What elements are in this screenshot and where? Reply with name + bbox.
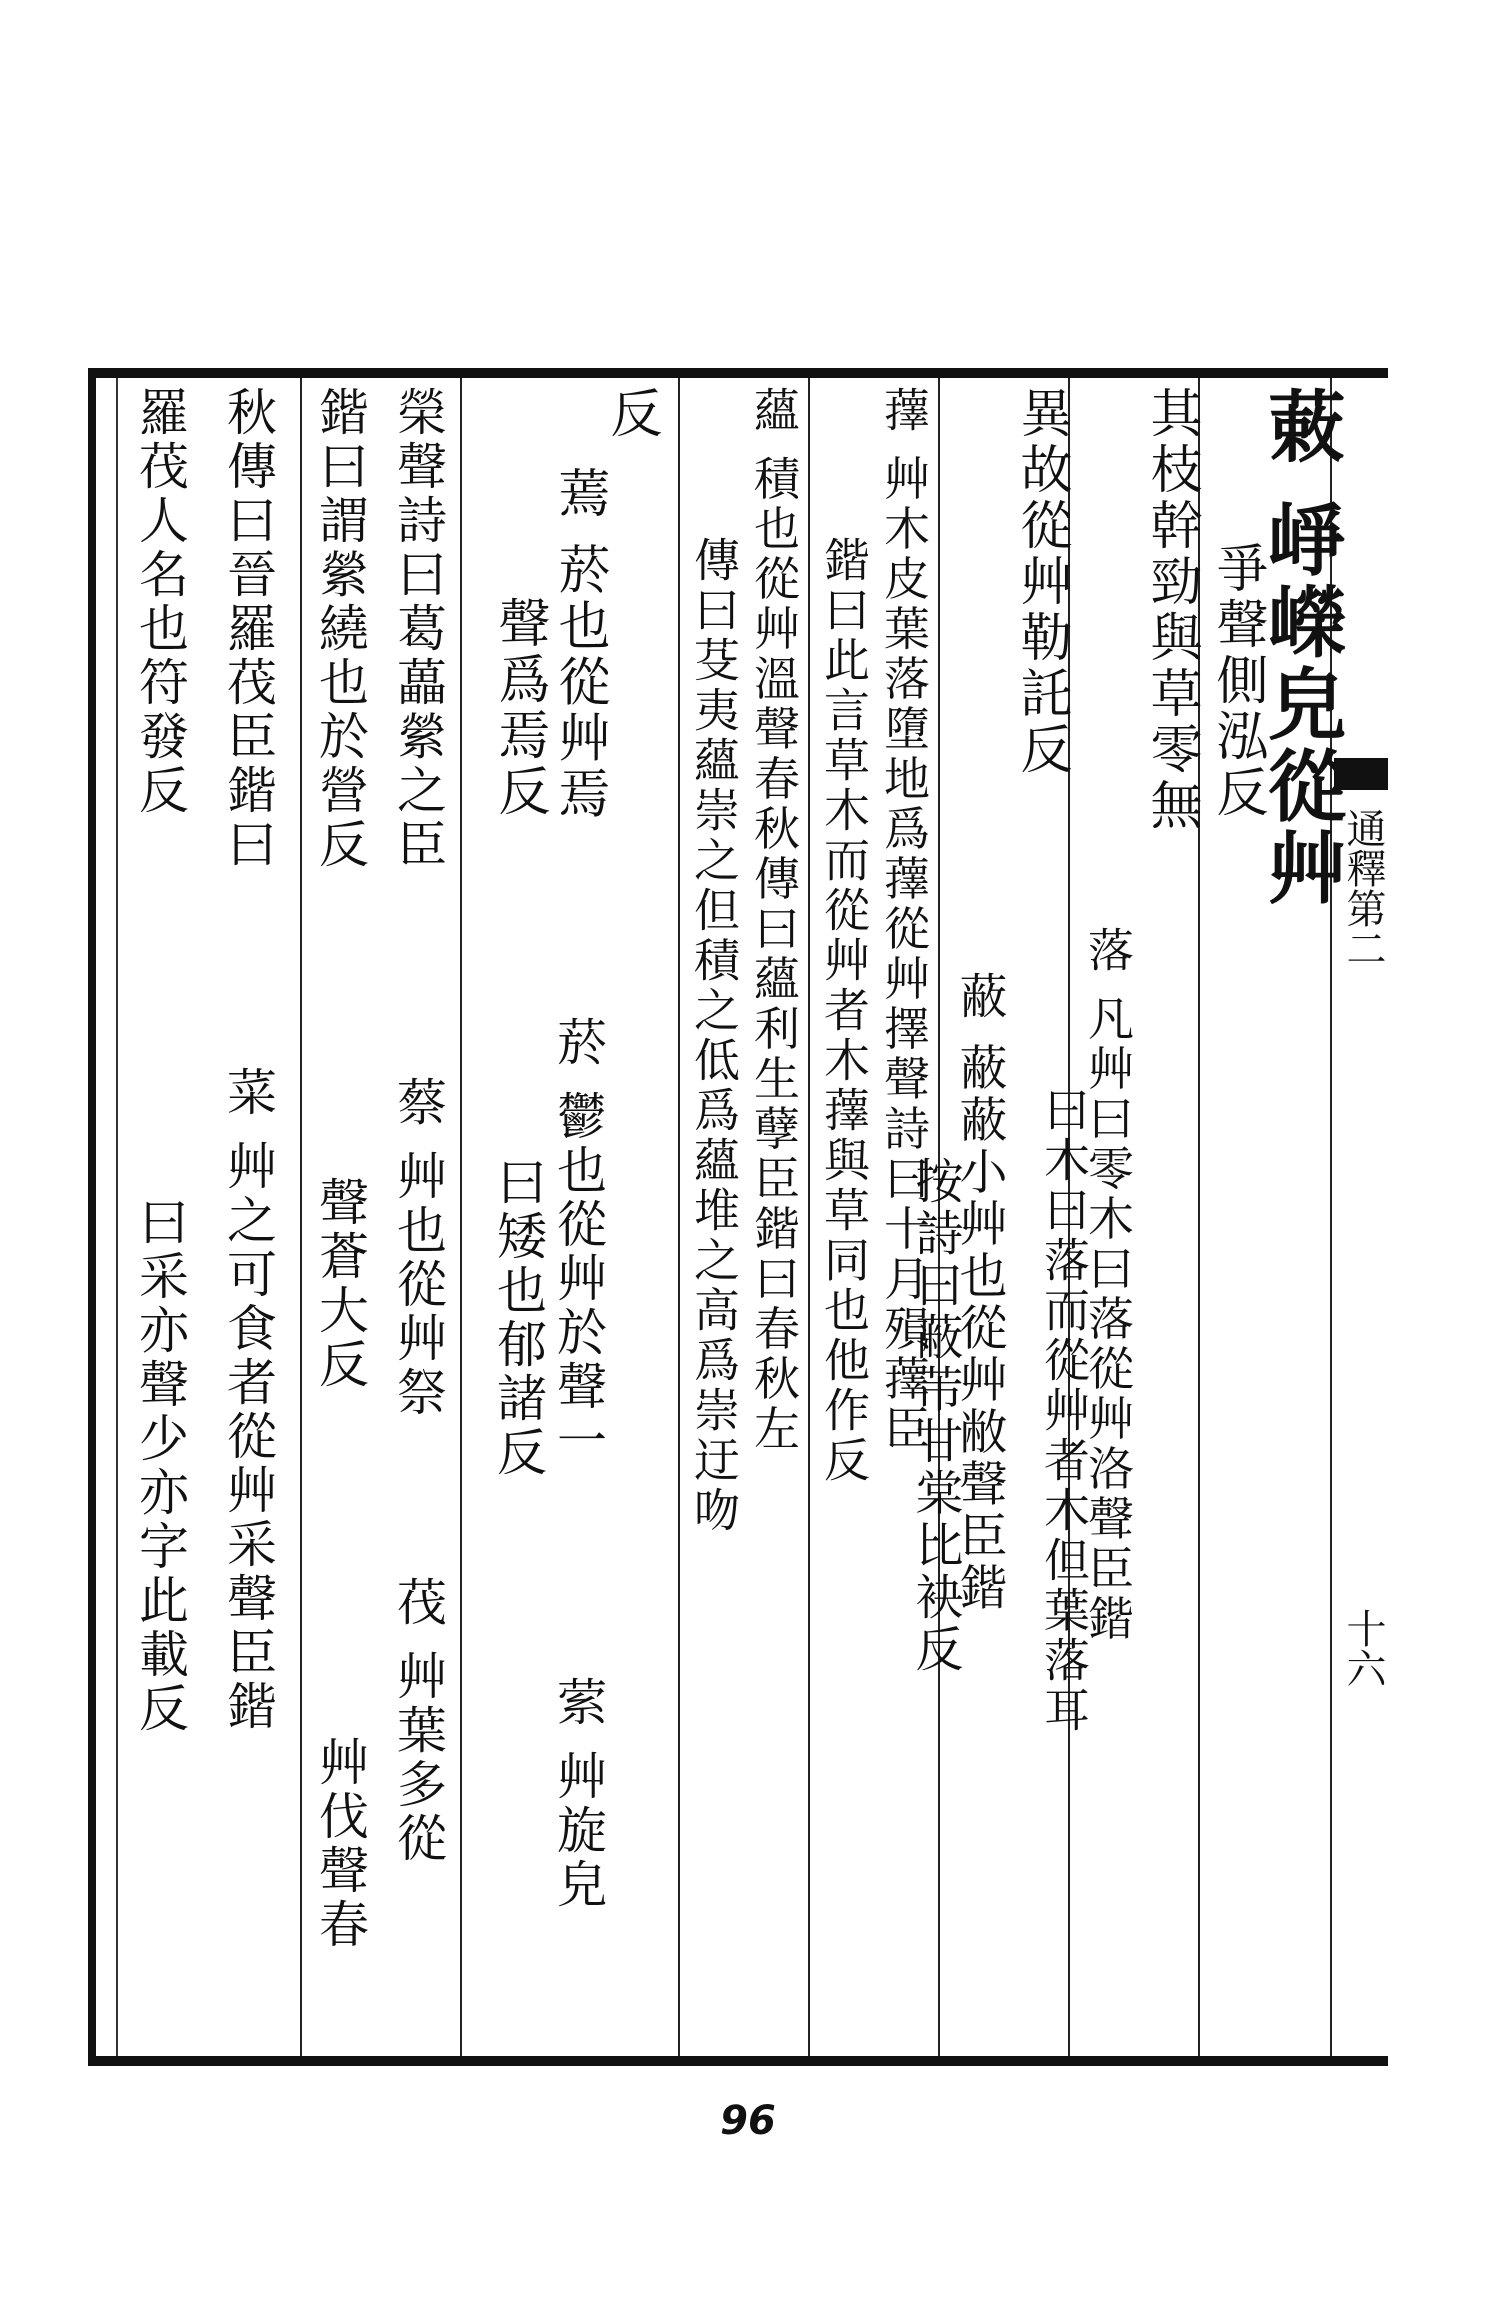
text-column: [122, 386, 208, 2046]
entry-line: 落 凡艸曰零木曰落從艸洛聲臣鍇: [1081, 926, 1135, 1645]
page-number: 96: [720, 2098, 776, 2144]
column-rule: [300, 378, 302, 2056]
banxin-title: 通釋第二: [1340, 808, 1386, 968]
annotation-line: 榮聲詩曰葛藟縈之臣: [389, 386, 447, 872]
annotation-line: 曰矮也郁諸反: [489, 1156, 547, 1480]
entry-line: 䔩 崢嶸皃從艸: [1255, 386, 1346, 910]
annotation-line: 曰采亦聲少亦字此載反: [131, 1196, 189, 1736]
entry-line: 菜 艸之可食者從艸采聲臣鍇: [219, 1066, 277, 1734]
text-column: [907, 386, 1078, 2046]
annotation-line: 鍇曰此言草木而從艸者木蘀與草同也他作反: [817, 536, 871, 1486]
text-column: [818, 386, 948, 2046]
entry-line: 蔽 蔽蔽小艸也從艸敝聲臣鍇: [951, 971, 1007, 1615]
annotation-line: 曰木曰落而從艸者木但葉落耳: [1037, 1086, 1091, 1736]
entry-line: 茷 艸葉多從: [389, 1576, 447, 1866]
annotation-line: 秋傳曰晉羅茷臣鍇曰: [219, 386, 277, 872]
entry-line: 蘊 積也從艸溫聲春秋傳曰蘊利生孽臣鍇曰春秋左: [747, 386, 801, 1455]
entry-line: 蘀 艸木皮葉落墮地爲蘀從艸擇聲詩曰十月殞蘀臣: [877, 386, 931, 1455]
text-column: [470, 386, 670, 2046]
text-column: [1207, 386, 1346, 2046]
annotation-line: 反: [601, 386, 661, 442]
frame-left-border: [88, 368, 96, 2066]
annotation-line: 傳曰芟夷蘊崇之但積之低爲蘊堆之高爲崇迂吻: [687, 536, 741, 1536]
text-column: [208, 386, 298, 2046]
annotation-line: 按詩曰蔽芾甘棠比袂反: [907, 1156, 963, 1676]
entry-line: 萦 艸旋皃: [549, 1676, 607, 1912]
annotation-line: 艸伐聲春: [311, 1736, 369, 1952]
annotation-line: 鍇曰謂縈繞也於營反: [311, 386, 369, 872]
frame-inner-border: [116, 378, 118, 2056]
annotation-line: 聲爲焉反: [489, 596, 549, 820]
annotation-line: 羅茷人名也符發反: [131, 386, 189, 818]
entry-line: 蔫 菸也從艸焉: [549, 466, 609, 823]
annotation-line: 其枝幹勁與草零無: [1141, 386, 1201, 834]
text-column: [306, 386, 380, 2046]
annotation-line: 聲蒼大反: [311, 1176, 369, 1392]
frame-bottom-border: [88, 2056, 1388, 2066]
entry-line: 蔡 艸也從艸祭: [389, 1076, 447, 1420]
annotation-line: 爭聲側泓反: [1207, 541, 1267, 821]
text-column: [380, 386, 460, 2046]
column-rule: [460, 378, 462, 2056]
banxin-folio: 十六: [1340, 1608, 1386, 1688]
annotation-line: 異故從艸勒託反: [1011, 386, 1071, 778]
text-column: [688, 386, 818, 2046]
entry-line: 菸 鬱也從艸於聲一: [549, 1016, 607, 1468]
column-rule: [678, 378, 680, 2056]
frame-top-border: [88, 368, 1388, 378]
